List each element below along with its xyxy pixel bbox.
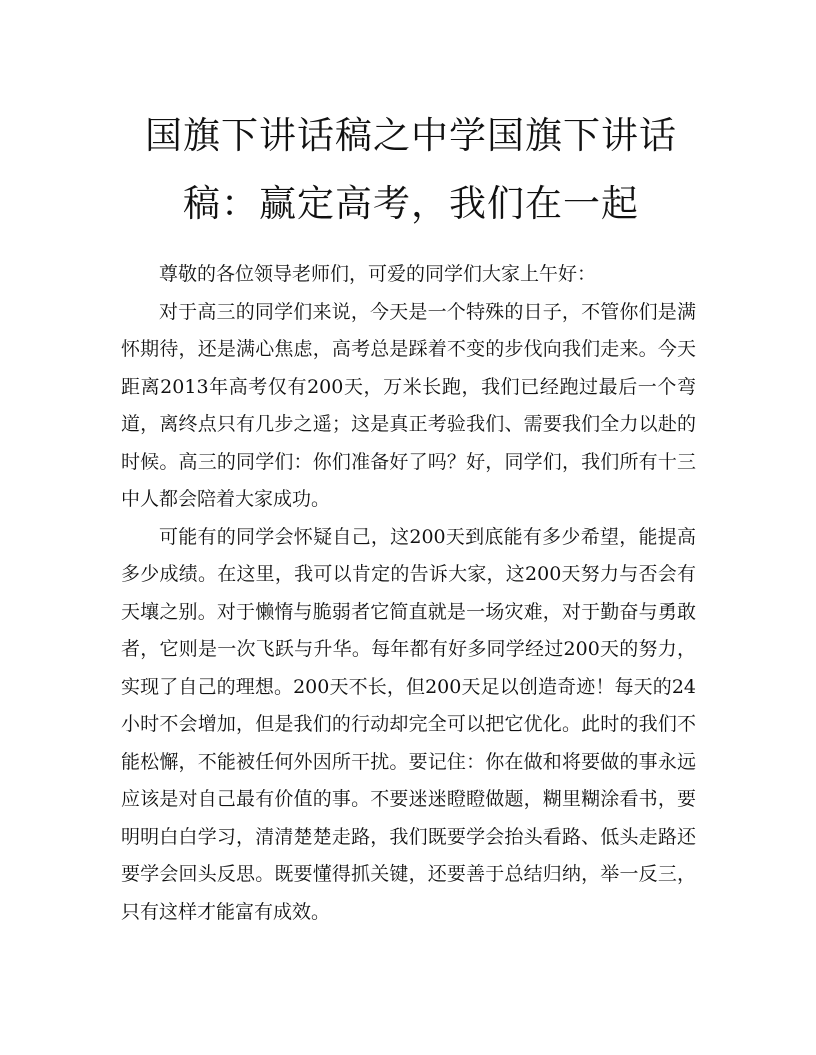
paragraph-greeting: 尊敬的各位领导老师们，可爱的同学们大家上午好： [159, 263, 597, 285]
paragraph-countdown: 对于高三的同学们来说，今天是一个特殊的日子，不管你们是满怀期待，还是满心焦虑，高考总是踩着不变的步伐向我们走来。今天距离2013年高考仅有200天，万米长跑，我们已经跑过最后一个弯道，离终点只有几步之遥；这是真正考验我们、需要我们全力以赴的时候。高三的同学们：你们准备好了吗？好，同学们，我们所有十三中人都会陪着大家成功。 [121, 300, 696, 510]
document-title: 国旗下讲话稿之中学国旗下讲话稿：赢定高考，我们在一起 [145, 114, 677, 225]
paragraph-encouragement: 可能有的同学会怀疑自己，这200天到底能有多少希望，能提高多少成绩。在这里，我可以肯定的告诉大家，这200天努力与否会有天壤之别。对于懒惰与脆弱者它简直就是一场灾难，对于勤奋与勇敢者，它则是一次飞跃与升华。每年都有好多同学经过200天的努力，实现了自己的理想。200天不长，但200天足以创造奇迹！每天的24小时不会增加，但是我们的行动却完全可以把它优化。此时的我们不能松懈，不能被任何外因所干扰。要记住：你在做和将要做的事永远应该是对自己最有价值的事。不要迷迷瞪瞪做题，糊里糊涂看书，要明明白白学习，清清楚楚走路，我们既要学会抬头看路、低头走路还要学会回头反思。既要懂得抓关键，还要善于总结归纳，举一反三，只有这样才能富有成效。 [121, 525, 696, 923]
document-body [121, 256, 696, 931]
